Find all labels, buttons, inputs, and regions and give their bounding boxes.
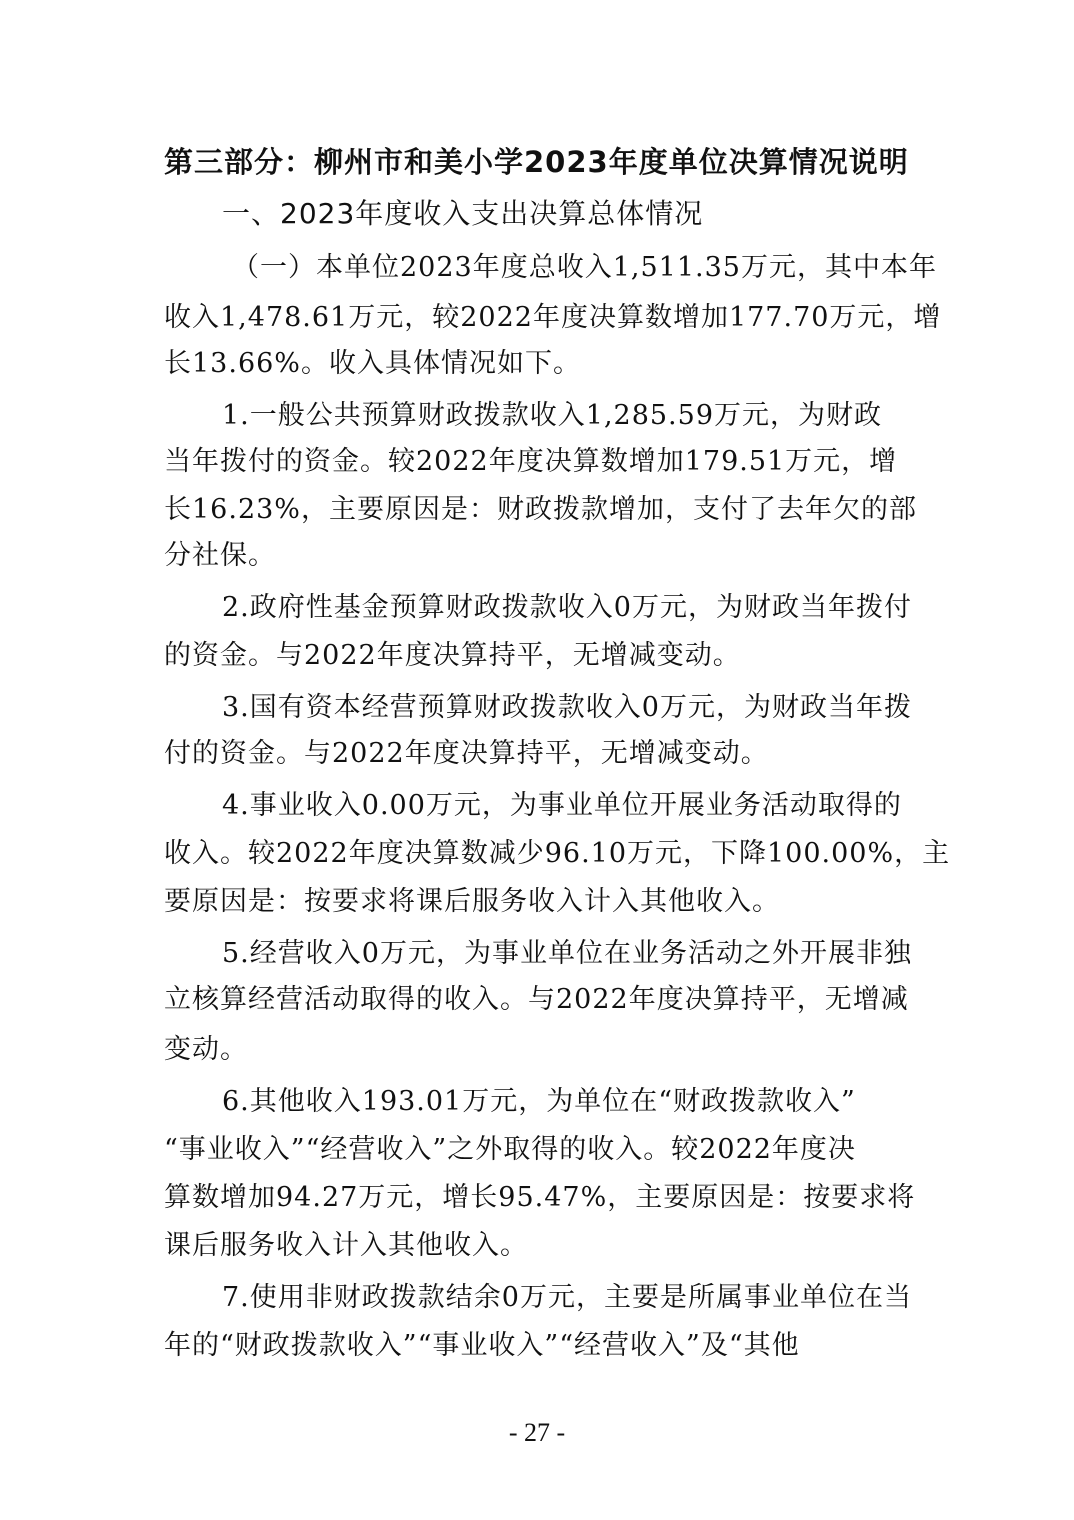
page-title: 第三部分：柳州市和美小学2023年度单位决算情况说明 xyxy=(164,145,909,179)
section-heading: 一、2023年度收入支出决算总体情况 xyxy=(222,197,704,230)
paragraph-line: “事业收入”“经营收入”之外取得的收入。较2022年度决 xyxy=(164,1134,856,1165)
paragraph-line: 收入。较2022年度决算数减少96.10万元，下降100.00%，主 xyxy=(164,838,951,869)
paragraph-line: 3.国有资本经营预算财政拨款收入0万元，为财政当年拨 xyxy=(222,692,912,723)
paragraph-line: 4.事业收入0.00万元，为事业单位开展业务活动取得的 xyxy=(222,790,902,821)
paragraph-line: 长13.66%。收入具体情况如下。 xyxy=(164,348,581,379)
paragraph-line: 收入1,478.61万元，较2022年度决算数增加177.70万元，增 xyxy=(164,302,942,333)
paragraph-line: 6.其他收入193.01万元，为单位在“财政拨款收入” xyxy=(222,1086,856,1117)
paragraph-line: 付的资金。与2022年度决算持平，无增减变动。 xyxy=(164,738,769,769)
paragraph-line: 立核算经营活动取得的收入。与2022年度决算持平，无增减 xyxy=(164,984,909,1015)
paragraph-line: 分社保。 xyxy=(164,540,276,571)
paragraph-line: 变动。 xyxy=(164,1034,248,1065)
paragraph-line: （一）本单位2023年度总收入1,511.35万元，其中本年 xyxy=(232,252,937,283)
paragraph-line: 算数增加94.27万元，增长95.47%，主要原因是：按要求将 xyxy=(164,1182,916,1213)
paragraph-line: 2.政府性基金预算财政拨款收入0万元，为财政当年拨付 xyxy=(222,592,912,623)
page-number: - 27 - xyxy=(508,1418,566,1447)
paragraph-line: 的资金。与2022年度决算持平，无增减变动。 xyxy=(164,640,741,671)
paragraph-line: 7.使用非财政拨款结余0万元，主要是所属事业单位在当 xyxy=(222,1282,912,1313)
paragraph-line: 课后服务收入计入其他收入。 xyxy=(164,1230,528,1261)
paragraph-line: 要原因是：按要求将课后服务收入计入其他收入。 xyxy=(164,886,780,917)
paragraph-line: 当年拨付的资金。较2022年度决算数增加179.51万元，增 xyxy=(164,446,898,477)
paragraph-line: 5.经营收入0万元，为事业单位在业务活动之外开展非独 xyxy=(222,938,912,969)
paragraph-line: 年的“财政拨款收入”“事业收入”“经营收入”及“其他 xyxy=(164,1330,800,1361)
paragraph-line: 长16.23%，主要原因是：财政拨款增加，支付了去年欠的部 xyxy=(164,494,917,525)
paragraph-line: 1.一般公共预算财政拨款收入1,285.59万元，为财政 xyxy=(222,400,882,431)
